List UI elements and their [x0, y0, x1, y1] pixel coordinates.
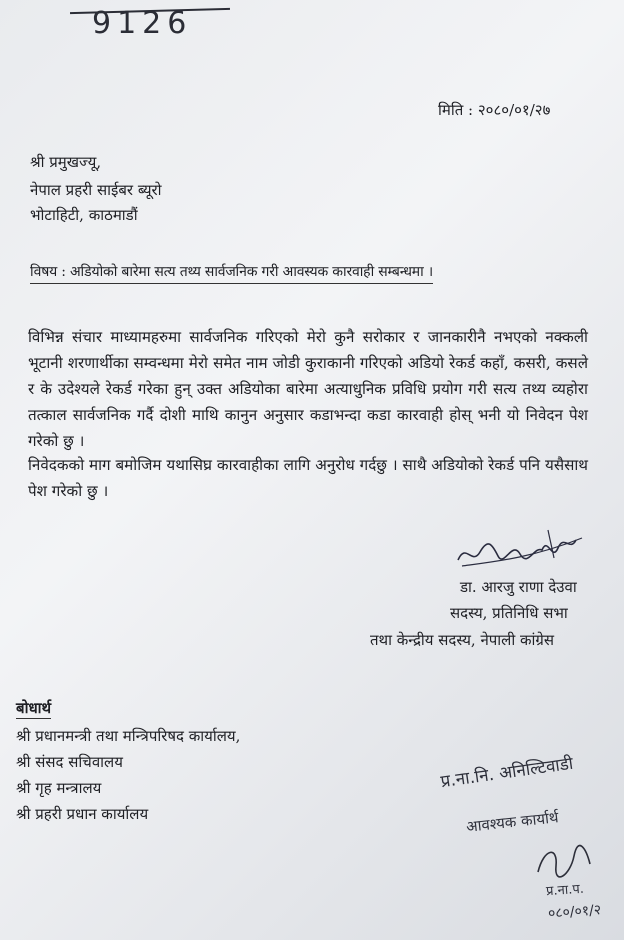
subject-line: विषय : अडियोको बारेमा सत्य तथ्य सार्वजनिक गरी आवस्यक कारवाही सम्बन्धमा । — [30, 262, 433, 284]
cc-item: श्री संसद सचिवालय — [16, 753, 123, 771]
receipt-officer: प्र.ना.नि. अनिल्टिवाडी — [439, 753, 575, 793]
signatory-title: सदस्य, प्रतिनिधि सभा — [450, 604, 568, 622]
recipient-line: श्री प्रमुखज्यू, — [30, 153, 102, 171]
signatory-title: तथा केन्द्रीय सदस्य, नेपाली कांग्रेस — [370, 631, 554, 649]
reference-number: 9126 — [92, 6, 193, 41]
cc-heading: बोधार्थ — [16, 699, 52, 717]
body-paragraph: विभिन्न संचार माध्यामहरुमा सार्वजनिक गरिएको मेरो कुनै सरोकार र जानकारीनै नभएको नक्कली भूटानी शरणार्थीका सम्वन्धमा मेरो समेत नाम जोडी कुराकानी गरिएको अडियो रेकर्ड कहाँ, कसरी, कसले र के उदेश्यले रेकर्ड गरेका हुन् उक्त अडियोका बारेमा अत्याधुनिक प्रविधि प्रयोग गरी सत्य तथ्य व्यहोरा तत्काल सार्वजनिक गर्दै दोशी माथि कानुन अनुसार कडाभन्दा कडा कारवाही होस् भनी यो निवेदन पेश गरेको छु । — [28, 328, 588, 450]
handwritten-signature — [452, 522, 592, 572]
handwritten-receipt-note — [438, 742, 624, 938]
letter-date: मिति : २०८०/०१/२७ — [438, 101, 551, 119]
signatory-name: डा. आरजु राणा देउवा — [460, 578, 577, 596]
receipt-date: ०८०/०१/२ — [547, 902, 602, 922]
receipt-designation: प्र.ना.प. — [545, 881, 585, 900]
cc-item: श्री प्रधानमन्त्री तथा मन्त्रिपरिषद कार्यालय, — [16, 727, 241, 745]
recipient-line: भोटाहिटी, काठमाडौं — [30, 206, 138, 224]
recipient-line: नेपाल प्रहरी साईबर ब्यूरो — [30, 181, 162, 199]
cc-item: श्री गृह मन्त्रालय — [16, 779, 102, 797]
receipt-instruction: आवश्यक कार्यार्थ — [465, 808, 560, 836]
receipt-initial-scribble — [534, 842, 594, 880]
cc-item: श्री प्रहरी प्रधान कार्यालय — [16, 805, 149, 823]
body-paragraph: निवेदकको माग बमोजिम यथासिघ्र कारवाहीका लागि अनुरोध गर्दछु । साथै अडियोको रेकर्ड पनि यसैसाथ पेश गरेको छु । — [28, 456, 588, 500]
